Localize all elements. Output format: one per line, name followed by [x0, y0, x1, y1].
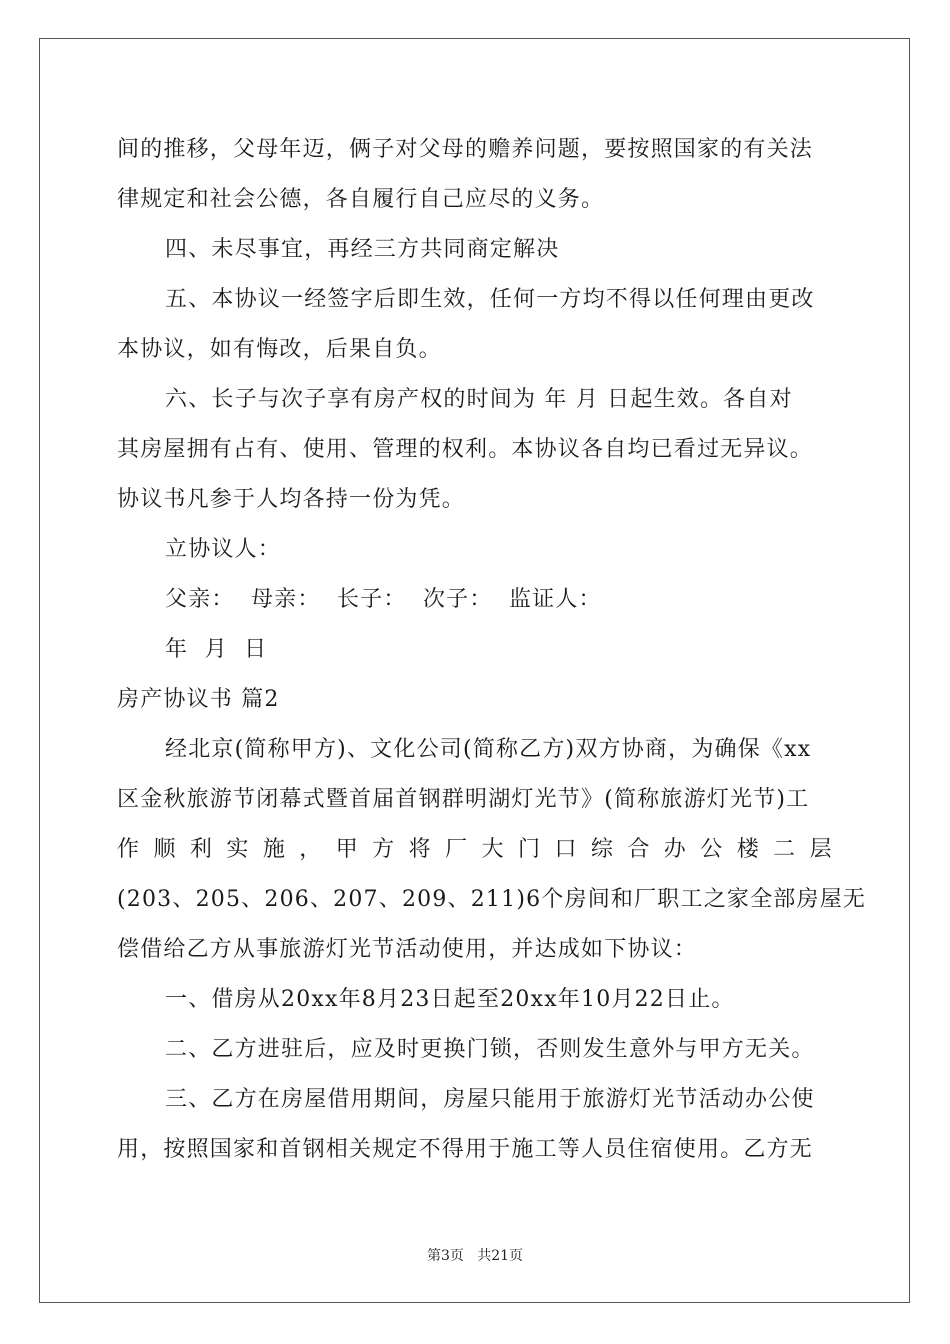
loan-clause-one: 一、借房从20xx年8月23日起至20xx年10月22日止。: [165, 987, 735, 1012]
document-body: [117, 125, 867, 1175]
section-heading: 房产协议书 篇2: [117, 687, 280, 712]
signatories-list: 父亲： 母亲： 长子： 次子： 监证人：: [165, 587, 602, 612]
paragraph-line: (203、205、206、207、209、211)6个房间和厂职工之家全部房屋无: [117, 887, 867, 912]
paragraph-line: 本协议，如有悔改，后果自负。: [117, 337, 442, 362]
spread-char: 楼: [736, 837, 760, 862]
spread-char: 公: [700, 837, 724, 862]
loan-clause-two: 二、乙方进驻后，应及时更换门锁，否则发生意外与甲方无关。: [165, 1037, 815, 1062]
paragraph-line: 间的推移，父母年迈，俩子对父母的赡养问题，要按照国家的有关法: [117, 137, 814, 162]
spread-char: 方: [372, 837, 396, 862]
spread-line: [117, 825, 833, 875]
page-footer: 第3页 共21页: [426, 1248, 524, 1264]
paragraph-line: 其房屋拥有占有、使用、管理的权利。本协议各自均已看过无异议。: [117, 437, 814, 462]
paragraph-line: 区金秋旅游节闭幕式暨首届首钢群明湖灯光节》(简称旅游灯光节)工: [117, 787, 810, 812]
spread-char: 顺: [153, 837, 177, 862]
signatories-label: 立协议人：: [165, 537, 282, 562]
date-line: 年 月 日: [165, 637, 268, 662]
spread-char: 大: [481, 837, 505, 862]
spread-char: 厂: [445, 837, 469, 862]
spread-char: 施: [262, 837, 287, 862]
spread-char: 甲: [335, 837, 359, 862]
spread-char: 利: [189, 837, 214, 862]
spread-char: 实: [226, 837, 250, 862]
paragraph-line: 律规定和社会公德，各自履行自己应尽的义务。: [117, 187, 605, 212]
clause-five: 五、本协议一经签字后即生效，任何一方均不得以任何理由更改: [165, 287, 815, 312]
spread-char: 门: [517, 837, 542, 862]
spread-char: 口: [554, 837, 578, 862]
spread-char: 作: [117, 837, 141, 862]
spread-char: 办: [663, 837, 687, 862]
spread-char: 综: [590, 837, 615, 862]
spread-char: 将: [408, 837, 432, 862]
spread-char: 合: [627, 837, 651, 862]
clause-four: 四、未尽事宜，再经三方共同商定解决: [165, 237, 560, 262]
spread-char: ，: [299, 837, 323, 862]
clause-six: 六、长子与次子享有房产权的时间为 年 月 日起生效。各自对: [165, 387, 793, 412]
spread-char: 层: [809, 837, 833, 862]
paragraph-line: 协议书凡参于人均各持一份为凭。: [117, 487, 466, 512]
paragraph-line: 经北京(简称甲方)、文化公司(简称乙方)双方协商，为确保《xx: [165, 737, 812, 762]
paragraph-line: 用，按照国家和首钢相关规定不得用于施工等人员住宿使用。乙方无: [117, 1137, 814, 1162]
paragraph-line: 偿借给乙方从事旅游灯光节活动使用，并达成如下协议：: [117, 937, 698, 962]
spread-char: 二: [773, 837, 797, 862]
loan-clause-three: 三、乙方在房屋借用期间，房屋只能用于旅游灯光节活动办公使: [165, 1087, 815, 1112]
